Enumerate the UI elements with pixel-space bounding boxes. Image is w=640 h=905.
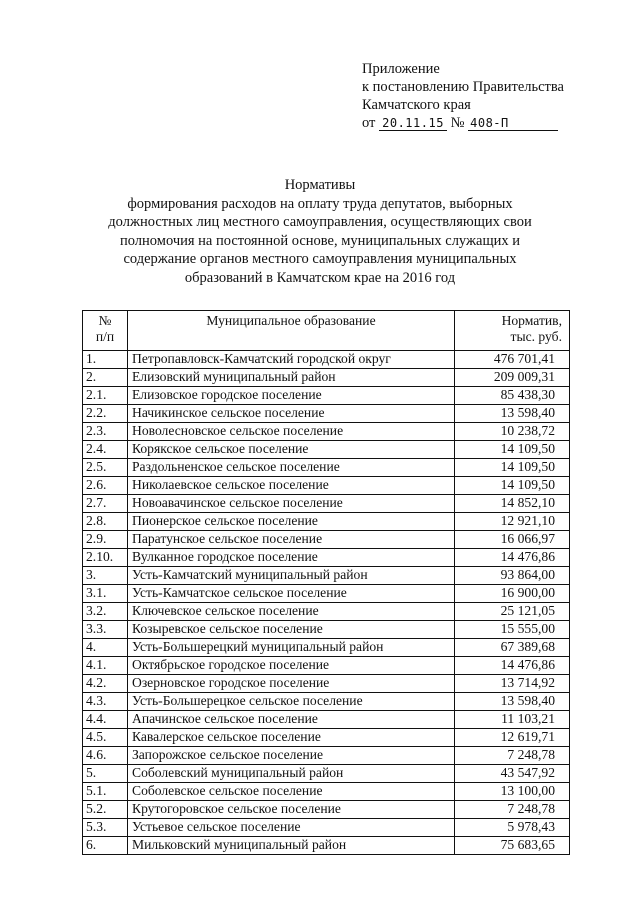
row-norm-value: 16 066,97	[455, 531, 570, 549]
table-row	[83, 657, 570, 675]
row-municipality: Запорожское сельское поселение	[128, 747, 455, 765]
row-number: 1.	[83, 351, 128, 369]
row-municipality: Октябрьское городское поселение	[128, 657, 455, 675]
table-row	[83, 405, 570, 423]
row-norm-value: 12 921,10	[455, 513, 570, 531]
row-number: 4.2.	[83, 675, 128, 693]
row-number: 3.2.	[83, 603, 128, 621]
table-row	[83, 837, 570, 855]
row-norm-value: 209 009,31	[455, 369, 570, 387]
title-line: образований в Камчатском крае на 2016 год	[184, 269, 456, 286]
row-norm-value: 13 100,00	[455, 783, 570, 801]
header-num-line: №	[98, 313, 112, 328]
row-number: 2.5.	[83, 459, 128, 477]
norms-table	[82, 310, 570, 855]
header-value-line: Норматив,	[501, 313, 562, 328]
row-norm-value: 14 476,86	[455, 549, 570, 567]
row-number: 2.8.	[83, 513, 128, 531]
header-name: Муниципальное образование	[128, 311, 455, 351]
row-municipality: Елизовское городское поселение	[128, 387, 455, 405]
row-number: 4.1.	[83, 657, 128, 675]
row-norm-value: 43 547,92	[455, 765, 570, 783]
row-number: 5.3.	[83, 819, 128, 837]
number-sign: №	[450, 115, 465, 131]
row-municipality: Петропавловск-Камчатский городской округ	[128, 351, 455, 369]
row-number: 2.4.	[83, 441, 128, 459]
title-line: полномочия на постоянной основе, муниципальных служащих и	[119, 232, 521, 249]
row-norm-value: 7 248,78	[455, 747, 570, 765]
row-municipality: Устьевое сельское поселение	[128, 819, 455, 837]
row-norm-value: 13 598,40	[455, 405, 570, 423]
document-title	[90, 176, 550, 287]
row-municipality: Начикинское сельское поселение	[128, 405, 455, 423]
header-value-line: тыс. руб.	[510, 329, 562, 344]
table-row	[83, 441, 570, 459]
row-number: 5.1.	[83, 783, 128, 801]
row-municipality: Николаевское сельское поселение	[128, 477, 455, 495]
row-norm-value: 5 978,43	[455, 819, 570, 837]
row-number: 4.6.	[83, 747, 128, 765]
row-number: 3.	[83, 567, 128, 585]
row-number: 2.3.	[83, 423, 128, 441]
header-num-line: п/п	[95, 329, 115, 344]
row-number: 5.	[83, 765, 128, 783]
table-row	[83, 351, 570, 369]
row-municipality: Кавалерское сельское поселение	[128, 729, 455, 747]
resolution-number: 408-П	[468, 116, 558, 131]
table-row	[83, 459, 570, 477]
resolution-date: 20.11.15	[379, 116, 447, 131]
row-norm-value: 16 900,00	[455, 585, 570, 603]
row-norm-value: 67 389,68	[455, 639, 570, 657]
row-municipality: Усть-Большерецкий муниципальный район	[128, 639, 455, 657]
row-municipality: Соболевский муниципальный район	[128, 765, 455, 783]
row-norm-value: 12 619,71	[455, 729, 570, 747]
table-row	[83, 729, 570, 747]
row-number: 4.5.	[83, 729, 128, 747]
row-number: 3.1.	[83, 585, 128, 603]
table-row	[83, 495, 570, 513]
row-number: 2.6.	[83, 477, 128, 495]
row-norm-value: 13 598,40	[455, 693, 570, 711]
row-municipality: Усть-Камчатский муниципальный район	[128, 567, 455, 585]
row-norm-value: 14 109,50	[455, 441, 570, 459]
appendix-resolution-ref: к постановлению Правительства	[362, 79, 564, 95]
row-municipality: Усть-Камчатское сельское поселение	[128, 585, 455, 603]
header-num	[83, 311, 128, 351]
table-row	[83, 711, 570, 729]
appendix-region: Камчатского края	[362, 97, 471, 113]
row-norm-value: 13 714,92	[455, 675, 570, 693]
row-municipality: Усть-Большерецкое сельское поселение	[128, 693, 455, 711]
row-number: 5.2.	[83, 801, 128, 819]
row-norm-value: 14 852,10	[455, 495, 570, 513]
appendix-label: Приложение	[362, 61, 440, 77]
row-municipality: Крутогоровское сельское поселение	[128, 801, 455, 819]
row-norm-value: 85 438,30	[455, 387, 570, 405]
title-line: формирования расходов на оплату труда депутатов, выборных	[127, 195, 513, 212]
table-row	[83, 423, 570, 441]
row-municipality: Мильковский муниципальный район	[128, 837, 455, 855]
table-row	[83, 819, 570, 837]
table-row	[83, 783, 570, 801]
table-row	[83, 567, 570, 585]
title-heading: Нормативы	[284, 177, 356, 193]
row-municipality: Соболевское сельское поселение	[128, 783, 455, 801]
table-row	[83, 765, 570, 783]
row-municipality: Новоавачинское сельское поселение	[128, 495, 455, 513]
row-municipality: Раздольненское сельское поселение	[128, 459, 455, 477]
row-norm-value: 75 683,65	[455, 837, 570, 855]
row-norm-value: 15 555,00	[455, 621, 570, 639]
row-municipality: Вулканное городское поселение	[128, 549, 455, 567]
row-number: 4.3.	[83, 693, 128, 711]
row-number: 2.1.	[83, 387, 128, 405]
row-municipality: Апачинское сельское поселение	[128, 711, 455, 729]
table-row	[83, 801, 570, 819]
row-norm-value: 476 701,41	[455, 351, 570, 369]
row-norm-value: 93 864,00	[455, 567, 570, 585]
appendix-date-number	[362, 114, 564, 132]
row-municipality: Корякское сельское поселение	[128, 441, 455, 459]
row-municipality: Козыревское сельское поселение	[128, 621, 455, 639]
table-row	[83, 513, 570, 531]
table-header-row	[83, 311, 570, 351]
row-number: 3.3.	[83, 621, 128, 639]
table-row	[83, 369, 570, 387]
row-number: 4.4.	[83, 711, 128, 729]
header-value	[455, 311, 570, 351]
table-row	[83, 531, 570, 549]
row-number: 2.7.	[83, 495, 128, 513]
table-row	[83, 387, 570, 405]
table-row	[83, 639, 570, 657]
row-municipality: Ключевское сельское поселение	[128, 603, 455, 621]
table-row	[83, 603, 570, 621]
table-row	[83, 693, 570, 711]
table-row	[83, 477, 570, 495]
table-row	[83, 747, 570, 765]
row-municipality: Пионерское сельское поселение	[128, 513, 455, 531]
title-line: содержание органов местного самоуправления муниципальных	[123, 251, 517, 267]
from-label: от	[362, 115, 376, 131]
table-row	[83, 621, 570, 639]
row-number: 2.	[83, 369, 128, 387]
row-municipality: Елизовский муниципальный район	[128, 369, 455, 387]
row-norm-value: 14 109,50	[455, 477, 570, 495]
row-number: 2.9.	[83, 531, 128, 549]
row-municipality: Паратунское сельское поселение	[128, 531, 455, 549]
row-norm-value: 14 109,50	[455, 459, 570, 477]
table-row	[83, 585, 570, 603]
row-municipality: Новолесновское сельское поселение	[128, 423, 455, 441]
row-norm-value: 11 103,21	[455, 711, 570, 729]
title-line: должностных лиц местного самоуправления, осуществляющих свои	[108, 214, 532, 230]
table-row	[83, 549, 570, 567]
appendix-block	[362, 60, 564, 132]
row-number: 2.10.	[83, 549, 128, 567]
row-norm-value: 14 476,86	[455, 657, 570, 675]
row-norm-value: 10 238,72	[455, 423, 570, 441]
row-municipality: Озерновское городское поселение	[128, 675, 455, 693]
row-number: 6.	[83, 837, 128, 855]
row-norm-value: 7 248,78	[455, 801, 570, 819]
table-row	[83, 675, 570, 693]
row-norm-value: 25 121,05	[455, 603, 570, 621]
table-body	[83, 351, 570, 855]
row-number: 4.	[83, 639, 128, 657]
row-number: 2.2.	[83, 405, 128, 423]
